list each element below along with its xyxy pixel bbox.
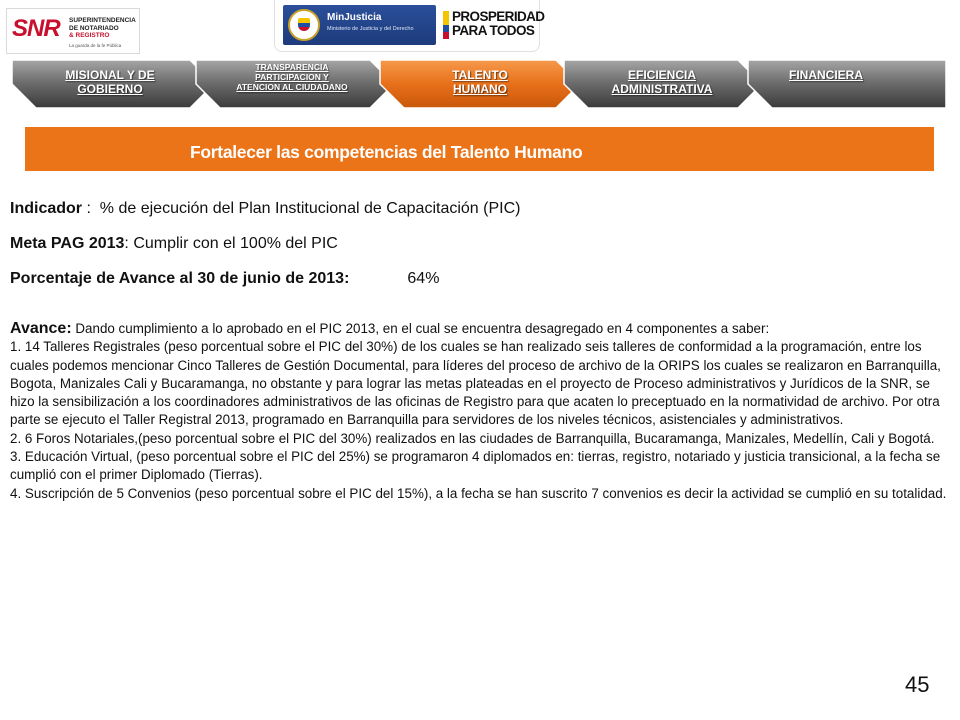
minjusticia-logo <box>283 5 436 45</box>
minjusticia-title: MinJusticia <box>327 12 382 23</box>
page-number: 45 <box>905 672 930 697</box>
nav-item-financiera[interactable] <box>770 58 942 110</box>
meta-value: : Cumplir con el 100% del PIC <box>124 235 338 252</box>
porcentaje-value: 64% <box>407 270 440 287</box>
prosperidad-line1: PROSPERIDAD <box>452 9 545 24</box>
nav-item-talento-line2: HUMANO <box>453 82 507 96</box>
snr-logo-line3: & REGISTRO <box>69 32 110 39</box>
avance-item-1: 1. 14 Talleres Registrales (peso porcentual sobre el PIC del 30%) de los cuales se han realizado seis talleres de conformidad a la programación, entre los cuales podemos mencionar Cinco Talleres de Gestión Documental, para líderes del proceso de archivo de la ORIPS los cuales se realizaron en Barranquilla, Bogota, Manizales Cali y Bucaramanga, no obstante y para lograr las metas plateadas en el proyecto de Proceso administrativos y Jurídicos de la SNR, se hizo la sensibilización a los coordinadores administrativos de las oficinas de Registro para que acaten lo preceptuado en la normatividad de archivo. Por otra parte se ejecuto el Taller Registral 2013, programado en Barranquilla para servidores de los niveles técnicos, asistenciales y administrativos. <box>10 339 941 428</box>
porcentaje-label: Porcentaje de Avance al 30 de junio de 2013: <box>10 270 350 287</box>
nav-item-talento-humano[interactable] <box>400 58 560 110</box>
nav-item-financiera-line1: FINANCIERA <box>789 68 863 82</box>
indicador-label: Indicador <box>10 200 83 217</box>
nav-item-transparencia-line1: TRANSPARENCIA <box>255 62 329 72</box>
minjusticia-subtitle: Ministerio de Justicia y del Derecho <box>327 26 414 32</box>
prosperidad-logo <box>443 9 545 41</box>
nav-item-misional-line1: MISIONAL Y DE <box>65 68 155 82</box>
avance-item-3: 3. Educación Virtual, (peso porcentual sobre el PIC del 25%) se programaron 4 diplomados en: tierras, registro, notariado y justicia transicional, a la fecha se cumplió con el primer Diplomado (Tierras). <box>10 449 941 483</box>
section-banner <box>25 127 934 171</box>
avance-section <box>10 320 948 503</box>
indicador-line <box>10 200 520 218</box>
nav-item-talento-line1: TALENTO <box>452 68 508 82</box>
avance-label: Avance: <box>10 320 72 337</box>
meta-label: Meta PAG 2013 <box>10 235 125 252</box>
nav-item-eficiencia-line1: EFICIENCIA <box>627 68 696 82</box>
nav-item-transparencia-line3: ATENCION AL CIUDADANO <box>236 82 348 92</box>
indicador-value: % de ejecución del Plan Institucional de Capacitación (PIC) <box>99 200 521 217</box>
strategy-nav <box>0 58 960 110</box>
snr-logo-tagline: La guarda de la fe Pública <box>69 43 122 48</box>
flag-stripe-icon <box>443 11 449 39</box>
snr-logo-text <box>69 17 139 40</box>
nav-item-transparencia[interactable] <box>212 58 372 110</box>
snr-logo-mark: SNR <box>12 15 60 42</box>
nav-item-misional[interactable] <box>30 58 190 110</box>
nav-item-eficiencia-line2: ADMINISTRATIVA <box>611 82 713 96</box>
avance-item-4: 4. Suscripción de 5 Convenios (peso porcentual sobre el PIC del 15%), a la fecha se han suscrito 7 convenios es decir la actividad se cumplió en su totalidad. <box>10 485 947 501</box>
snr-logo-line2: DE NOTARIADO <box>69 24 119 32</box>
government-logos <box>274 0 545 52</box>
meta-line <box>10 235 338 253</box>
colombia-seal-icon <box>288 9 320 41</box>
nav-item-transparencia-line2: PARTICIPACION Y <box>255 72 329 82</box>
banner-title: Fortalecer las competencias del Talento Humano <box>190 142 583 162</box>
indicador-separator: : <box>82 200 100 217</box>
prosperidad-line2: PARA TODOS <box>452 23 535 38</box>
avance-intro: Dando cumplimiento a lo aprobado en el PIC 2013, en el cual se encuentra desagregado en 4 componentes a saber: <box>71 321 770 336</box>
nav-item-misional-line2: GOBIERNO <box>77 82 143 96</box>
snr-logo-line1: SUPERINTENDENCIA <box>69 17 136 24</box>
porcentaje-line <box>10 270 439 288</box>
nav-item-eficiencia[interactable] <box>582 58 742 110</box>
avance-item-2: 2. 6 Foros Notariales,(peso porcentual sobre el PIC del 30%) realizados en las ciudades de Barranquilla, Bucaramanga, Manizales, Medellín, Cali y Bogotá. <box>10 430 935 446</box>
avance-intro-paragraph <box>10 320 948 338</box>
prosperidad-text <box>452 10 544 38</box>
snr-logo <box>6 8 140 54</box>
